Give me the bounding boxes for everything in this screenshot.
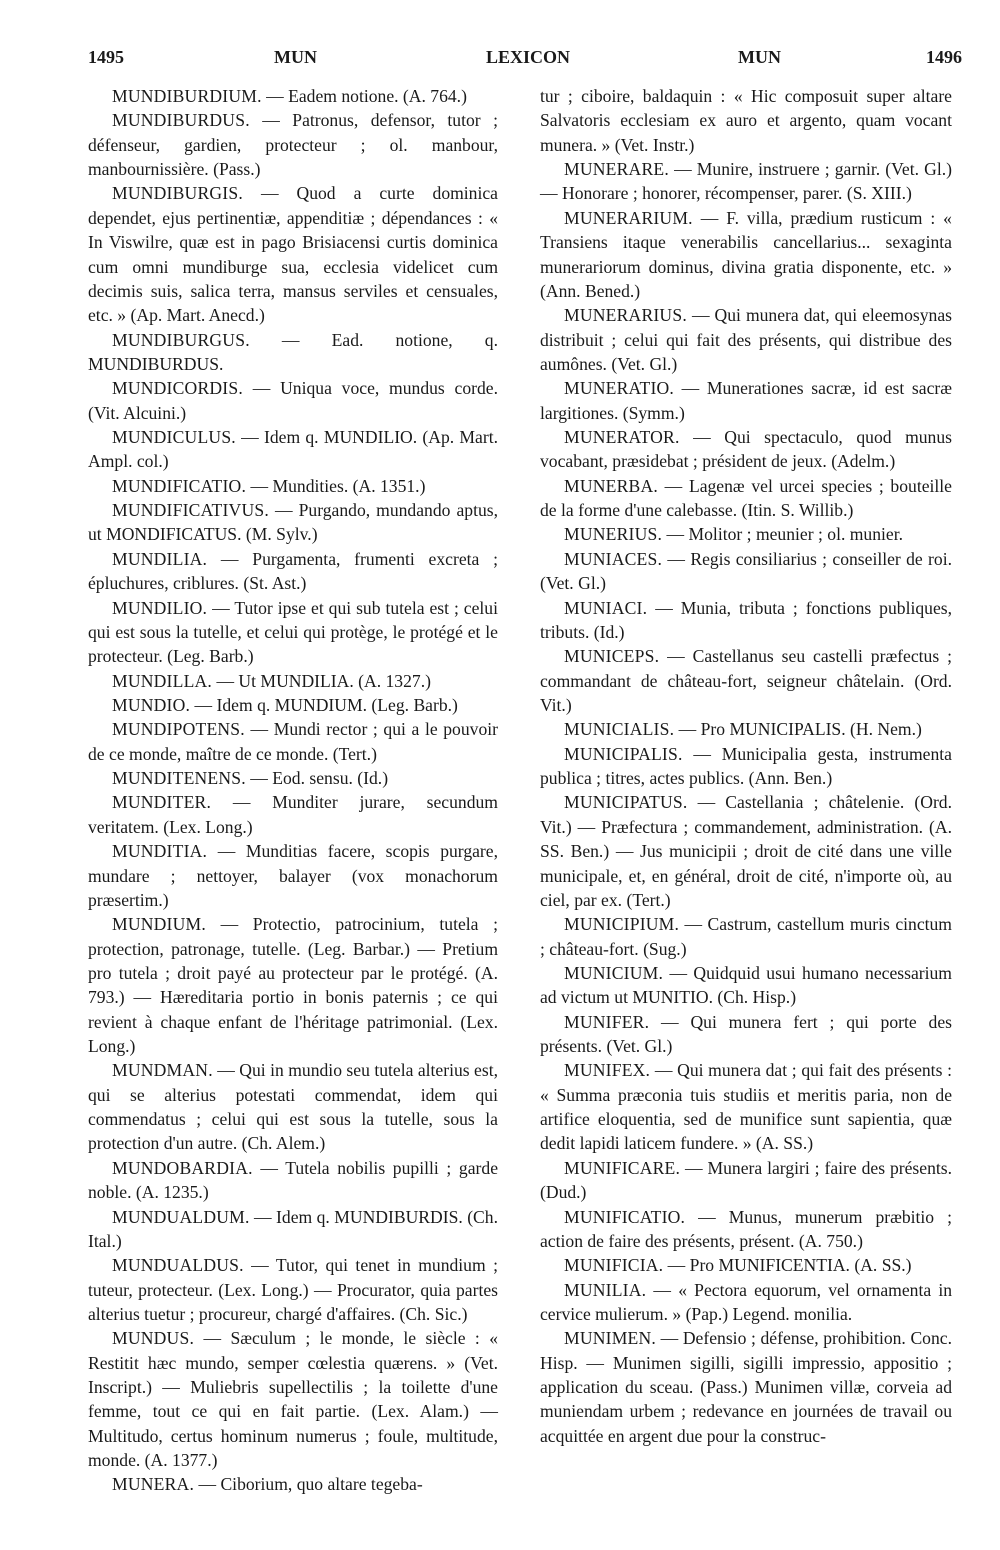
entry-headword: MUNIFEX.: [564, 1060, 651, 1081]
entry-definition: — Qui in mundio seu tutela alterius est, qui se alterius potestati commendat, idem qui commendatus ; celui qui est sous la tutelle, sous la protection d'un autre. (Ch. Alem.): [88, 1060, 498, 1154]
dictionary-entry: [540, 547, 952, 596]
entry-definition: — Qui munera dat ; qui fait des présents : « Summa præconia tuis studiis et meritis paria, non de artifice eloquentia, sed de munifice sunt sapientia, quæ dedit lapidi laticem fundere. » (A. SS.): [540, 1060, 952, 1154]
dictionary-entry: [540, 1058, 952, 1155]
dictionary-entry: [540, 742, 952, 791]
entry-headword: MUNDIBURGIS.: [112, 183, 243, 204]
entry-definition: — Castellanus seu castelli præfectus ; commandant de château-fort, seigneur châtelain. (Ord. Vit.): [540, 646, 953, 715]
dictionary-entry: [88, 181, 498, 327]
page-header: [88, 47, 962, 77]
entry-definition: — Molitor ; meunier ; ol. munier.: [666, 524, 904, 545]
dictionary-entry: [540, 717, 952, 741]
entry-headword: MUNERATOR.: [564, 427, 680, 448]
entry-headword: MUNDICULUS.: [112, 427, 236, 448]
entry-headword: MUNICIPATUS.: [564, 792, 688, 813]
entry-headword: MUNICIPIUM.: [564, 914, 680, 935]
dictionary-entry: [88, 328, 498, 377]
entry-definition: — Castrum, castellum muris cinctum ; château-fort. (Sug.): [540, 914, 952, 959]
entry-headword: MUNDMAN.: [112, 1060, 213, 1081]
right-page-number: 1496: [926, 47, 962, 67]
dictionary-entry: [540, 1156, 952, 1205]
entry-headword: MUNDIUM.: [112, 914, 206, 935]
entry-definition: — Mundities. (A. 1351.): [250, 475, 426, 496]
entry-headword: MUNDILIO.: [112, 597, 208, 618]
entry-headword: MUNERARE.: [564, 159, 669, 180]
entry-headword: MUNDOBARDIA.: [112, 1157, 253, 1178]
entry-headword: MUNDICORDIS.: [112, 378, 243, 399]
entry-definition: — Patronus, defensor, tutor ; défenseur, gardien, protecteur ; ol. manbour, manbournissière. (Pass.): [88, 110, 498, 180]
entry-headword: MUNICIPALIS.: [564, 743, 683, 764]
entry-headword: MUNDIBURDUS.: [112, 110, 250, 131]
dictionary-entry: [540, 522, 952, 546]
entry-definition: — Uniqua voce, mundus corde. (Vit. Alcuini.): [88, 378, 499, 423]
dictionary-entry: [540, 206, 952, 303]
entry-headword: MUNERATIO.: [564, 378, 675, 399]
entry-headword: MUNILIA.: [564, 1279, 647, 1300]
entry-headword: MUNERBA.: [564, 475, 658, 496]
entry-definition: — Idem q. MUNDILIO. (Ap. Mart. Ampl. col.): [88, 427, 498, 472]
entry-headword: MUNDUALDUS.: [112, 1255, 244, 1276]
entry-headword: MUNDIFICATIVUS.: [112, 500, 269, 521]
entry-headword: MUNICIALIS.: [564, 719, 675, 740]
entry-headword: MUNDIFICATIO.: [112, 475, 247, 496]
entry-definition: — Tutor, qui tenet in mundium ; tuteur, protecteur. (Lex. Long.) — Procurator, quia partes alterius tuetur ; procureur, chargé d'affaires. (Ch. Sic.): [88, 1255, 498, 1324]
dictionary-entry: [88, 1326, 498, 1472]
dictionary-entry: [88, 912, 498, 1058]
dictionary-entry: [540, 1010, 952, 1059]
dictionary-entry: [540, 1278, 952, 1327]
entry-definition: — Munditer jurare, secundum veritatem. (Lex. Long.): [88, 792, 498, 837]
dictionary-entry: [540, 157, 952, 206]
dictionary-entry: [540, 961, 952, 1010]
entry-definition: tur ; ciboire, baldaquin : « Hic composuit super altare Salvatoris ecclesiam ex auro et argento, quam vocant munera. » (Vet. Instr.): [540, 86, 952, 155]
entry-definition: — Idem q. MUNDIUM. (Leg. Barb.): [194, 694, 458, 715]
right-column: [540, 84, 952, 1448]
entry-definition: — Quidquid usui humano necessarium ad victum ut MUNITIO. (Ch. Hisp.): [540, 962, 952, 1008]
dictionary-entry: [88, 839, 498, 912]
entry-definition: — Castellania ; châtelenie. (Ord. Vit.) — Præfectura ; commandement, administration. (A. SS. Ben.) — Jus municipii ; droit de cité dans une ville municipale, et, en général, droit de cité, n'importe où, au ciel, par ex. (Tert.): [540, 792, 953, 910]
entry-headword: MUNERARIUS.: [564, 305, 687, 326]
dictionary-entry: [540, 644, 952, 717]
dictionary-entry: [540, 303, 952, 376]
entry-definition: — Ead. notione, q. MUNDIBURDUS.: [88, 329, 498, 374]
entry-headword: MUNDILLA.: [112, 670, 213, 691]
entry-definition: — Idem q. MUNDIBURDIS. (Ch. Ital.): [88, 1206, 498, 1251]
dictionary-entry: [88, 1205, 498, 1254]
dictionary-entry: [88, 1472, 498, 1496]
dictionary-entry: [88, 790, 498, 839]
entry-definition: — Tutela nobilis pupilli ; garde noble. (A. 1235.): [88, 1157, 499, 1203]
entry-definition: — F. villa, prædium rusticum : « Transiens itaque venerabilis cancellarius... sexaginta munerariorum dominus, divina gratia disponente, etc. » (Ann. Bened.): [540, 207, 952, 301]
entry-definition: — Qui munera fert ; qui porte des présents. (Vet. Gl.): [540, 1011, 952, 1057]
dictionary-entry: [540, 1326, 952, 1448]
dictionary-entry: [88, 1253, 498, 1326]
entry-definition: — Eod. sensu. (Id.): [250, 768, 389, 789]
entry-definition: — Ciborium, quo altare tegeba-: [198, 1474, 423, 1495]
entry-headword: MUNDILIA.: [112, 548, 208, 569]
entry-headword: MUNICEPS.: [564, 646, 660, 667]
entry-headword: MUNIFER.: [564, 1011, 650, 1032]
entry-definition: — Lagenæ vel urcei species ; bouteille de la forme d'une calebasse. (Itin. S. Willib.): [540, 475, 952, 521]
dictionary-entry: [88, 1156, 498, 1205]
entry-definition: — Municipalia gesta, instrumenta publica ; titres, actes publics. (Ann. Ben.): [540, 743, 952, 789]
dictionary-entry: [540, 596, 952, 645]
dictionary-entry: [88, 596, 498, 669]
left-column: [88, 84, 498, 1497]
entry-headword: MUNDITER.: [112, 792, 212, 813]
entry-headword: MUNIACI.: [564, 597, 648, 618]
entry-definition: — Eadem notione. (A. 764.): [266, 86, 467, 106]
entry-definition: — Ut MUNDILIA. (A. 1327.): [216, 670, 431, 691]
left-page-number: 1495: [88, 47, 124, 67]
dictionary-entry: [540, 790, 952, 912]
dictionary-entry: [88, 108, 498, 181]
entry-headword: MUNERIUS.: [564, 524, 663, 545]
dictionary-entry: [88, 547, 498, 596]
entry-headword: MUNDIO.: [112, 694, 191, 715]
entry-headword: MUNIFICATIO.: [564, 1206, 686, 1227]
entry-headword: MUNDITIA.: [112, 841, 208, 862]
dictionary-entry: [88, 498, 498, 547]
entry-headword: MUNIFICIA.: [564, 1255, 664, 1276]
entry-headword: MUNERA.: [112, 1474, 195, 1495]
dictionary-entry: [88, 1058, 498, 1155]
dictionary-entry: [540, 84, 952, 157]
dictionary-entry: [540, 1253, 952, 1277]
entry-definition: — Munus, munerum præbitio ; action de faire des présents, présent. (A. 750.): [540, 1206, 952, 1251]
dictionary-entry: [540, 376, 952, 425]
entry-headword: MUNDIBURDIUM.: [112, 86, 262, 106]
dictionary-entry: [88, 84, 498, 108]
center-running-head: LEXICON: [486, 47, 571, 67]
entry-definition: — Sæculum ; le monde, le siècle : « Restitit hæc mundo, semper cœlestia quærens. » (Vet. Inscript.) — Muliebris supellectilis ; la toilette d'une femme, tout ce qui en fait partie. (Lex. Alam.) — Multitudo, certus hominum numerus ; foule, multitude, monde. (A. 1377.): [88, 1328, 499, 1471]
entry-headword: MUNERARIUM.: [564, 207, 693, 228]
dictionary-entry: [540, 474, 952, 523]
right-running-head: MUN: [738, 47, 781, 67]
entry-headword: MUNDIBURGUS.: [112, 329, 250, 350]
entry-definition: — Munditias facere, scopis purgare, mundare ; nettoyer, balayer (vox monachorum præsertim.): [88, 841, 499, 910]
dictionary-entry: [88, 717, 498, 766]
entry-headword: MUNIACES.: [564, 548, 663, 569]
entry-definition: — Munera largiri ; faire des présents. (Dud.): [540, 1157, 952, 1203]
entry-definition: — Purgando, mundando aptus, ut MONDIFICATUS. (M. Sylv.): [88, 500, 498, 545]
left-running-head: MUN: [274, 47, 317, 67]
dictionary-entry: [540, 912, 952, 961]
entry-headword: MUNDUALDUM.: [112, 1206, 250, 1227]
entry-definition: — Regis consiliarius ; conseiller de roi. (Vet. Gl.): [540, 548, 952, 594]
entry-definition: — Quod a curte dominica dependet, ejus pertinentiæ, appenditiæ ; dépendances : « In Viswilre, quæ est in pago Brisiacensi curtis dominica cum omni mundiburge sua, ecclesia videlicet cum decimis suis, salica terra, mansus serviles et censuales, etc. » (Ap. Mart. Anecd.): [88, 183, 498, 326]
dictionary-entry: [540, 1205, 952, 1254]
entry-definition: — Qui munera dat, qui eleemosynas distribuit ; celui qui fait des présents, qui distribue des aumônes. (Vet. Gl.): [540, 305, 952, 374]
entry-definition: — Munire, instruere ; garnir. (Vet. Gl.) — Honorare ; honorer, récompenser, parer. (S. XIII.): [540, 159, 952, 204]
entry-definition: — Protectio, patrocinium, tutela ; protection, patronage, tutelle. (Leg. Barbar.) — Pretium pro tutela ; droit payé au protecteur par le protégé. (A. 793.) — Hæreditaria portio in bonis paternis ; ce qui revient à chaque enfant de l'héritage patrimonial. (Lex. Long.): [88, 914, 498, 1057]
dictionary-entry: [88, 474, 498, 498]
entry-headword: MUNDIPOTENS.: [112, 719, 245, 740]
entry-definition: — Pro MUNICIPALIS. (H. Nem.): [678, 719, 922, 740]
entry-definition: — Munerationes sacræ, id est sacræ largitiones. (Symm.): [540, 378, 952, 423]
entry-headword: MUNDITENENS.: [112, 768, 246, 789]
entry-definition: — Defensio ; défense, prohibition. Conc. Hisp. — Munimen sigilli, sigilli impressio, appositio ; application du sceau. (Pass.) Munimen villæ, corveia ad muniendam urbem ; redevance en journées de travail ou acquittée en argent due pour la construc-: [540, 1328, 952, 1446]
entry-definition: — Munia, tributa ; fonctions publiques, tributs. (Id.): [540, 597, 952, 642]
entry-definition: — Qui spectaculo, quod munus vocabant, præsidebat ; président de jeux. (Adelm.): [540, 427, 952, 472]
dictionary-entry: [88, 425, 498, 474]
entry-headword: MUNICIUM.: [564, 962, 664, 983]
entry-definition: — Purgamenta, frumenti excreta ; épluchures, criblures. (St. Ast.): [88, 548, 498, 594]
dictionary-entry: [88, 693, 498, 717]
entry-definition: — Tutor ipse et qui sub tutela est ; celui qui est sous la tutelle, et celui qui protège, le protégé et le protecteur. (Leg. Barb.): [88, 597, 498, 667]
dictionary-entry: [88, 669, 498, 693]
dictionary-entry: [88, 766, 498, 790]
entry-headword: MUNIFICARE.: [564, 1157, 681, 1178]
entry-headword: MUNIMEN.: [564, 1328, 657, 1349]
entry-definition: — Mundi rector ; qui a le pouvoir de ce monde, maître de ce monde. (Tert.): [88, 719, 498, 764]
entry-definition: — Pro MUNIFICENTIA. (A. SS.): [667, 1255, 912, 1276]
entry-definition: — « Pectora equorum, vel ornamenta in cervice mulierum. » (Pap.) Legend. monilia.: [540, 1279, 952, 1324]
dictionary-entry: [540, 425, 952, 474]
entry-headword: MUNDUS.: [112, 1328, 195, 1349]
dictionary-entry: [88, 376, 498, 425]
